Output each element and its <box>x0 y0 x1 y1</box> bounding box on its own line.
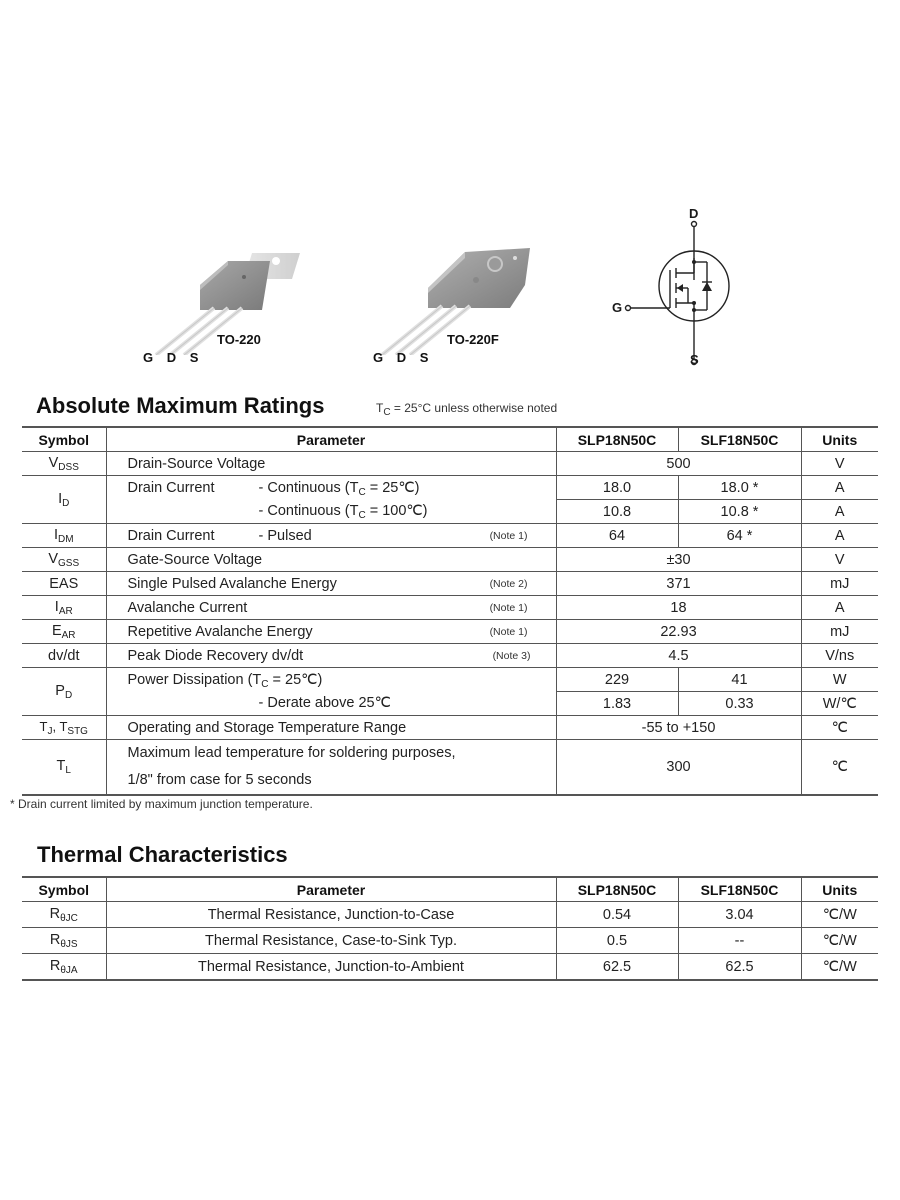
symbol-cell: $T_J$, $T_{STG}$ <box>22 716 106 740</box>
parameter-cell: Maximum lead temperature for soldering purposes, 1/8" from case for 5 seconds <box>106 740 556 796</box>
header-parameter: Parameter <box>106 877 556 902</box>
abs-max-table <box>22 426 878 796</box>
schematic-drain-label: D <box>689 206 699 221</box>
unit-cell: mJ <box>801 620 878 644</box>
mosfet-schematic-symbol <box>610 206 740 370</box>
parameter-cell: Repetitive Avalanche Energy (Note 1) <box>106 620 556 644</box>
value-cell: ±30 <box>556 548 801 572</box>
parameter-cell: Drain Current - Continuous ($T_C$ = 25℃) - Continuous ($T_C$ = 100℃) <box>106 476 556 524</box>
table-row <box>22 452 878 476</box>
table-row <box>22 954 878 981</box>
unit-cell: W/℃ <box>801 692 878 716</box>
unit-cell: V <box>801 452 878 476</box>
condition-symbol: T <box>376 401 384 415</box>
symbol-cell: $R_{\theta JC}$ <box>22 902 106 928</box>
value-cell-slf: 41 <box>678 668 801 692</box>
unit-cell: ℃/W <box>801 928 878 954</box>
parameter-cell: Drain-Source Voltage <box>106 452 556 476</box>
symbol-cell: $E_{AR}$ <box>22 620 106 644</box>
unit-cell: W <box>801 668 878 692</box>
table-row <box>22 902 878 928</box>
condition-subscript: C <box>383 407 391 418</box>
symbol-cell: $I_D$ <box>22 476 106 524</box>
table-row <box>22 740 878 796</box>
package-label-to220: TO-220 <box>217 332 261 347</box>
table-row <box>22 548 878 572</box>
drain-current-footnote: * Drain current limited by maximum junction temperature. <box>10 797 313 811</box>
schematic-gate-label: G <box>612 300 623 315</box>
parameter-cell: Thermal Resistance, Junction-to-Ambient <box>106 954 556 981</box>
symbol-cell: $I_{DM}$ <box>22 524 106 548</box>
thermal-table <box>22 876 878 981</box>
condition-text: = 25°C unless otherwise noted <box>390 401 558 415</box>
unit-cell: A <box>801 596 878 620</box>
value-cell: 300 <box>556 740 801 796</box>
schematic-source-label: S <box>690 352 699 367</box>
symbol-cell: $I_{AR}$ <box>22 596 106 620</box>
parameter-cell: Single Pulsed Avalanche Energy (Note 2) <box>106 572 556 596</box>
parameter-cell: Power Dissipation ($T_C$ = 25℃) - Derate above 25℃ <box>106 668 556 716</box>
value-cell: 4.5 <box>556 644 801 668</box>
table-row <box>22 620 878 644</box>
unit-cell: ℃/W <box>801 902 878 928</box>
value-cell-slp: 0.5 <box>556 928 678 954</box>
value-cell: 500 <box>556 452 801 476</box>
table-row <box>22 716 878 740</box>
note-ref: (Note 3) <box>492 649 531 662</box>
symbol-cell: $V_{DSS}$ <box>22 452 106 476</box>
parameter-cell: Thermal Resistance, Case-to-Sink Typ. <box>106 928 556 954</box>
symbol-cell: $R_{\theta JS}$ <box>22 928 106 954</box>
unit-cell: mJ <box>801 572 878 596</box>
table-header-row <box>22 427 878 452</box>
value-cell: 18 <box>556 596 801 620</box>
value-cell-slf: 64 * <box>678 524 801 548</box>
value-cell-slp: 229 <box>556 668 678 692</box>
thermal-title: Thermal Characteristics <box>37 842 288 867</box>
value-cell-slp: 62.5 <box>556 954 678 981</box>
parameter-cell: Operating and Storage Temperature Range <box>106 716 556 740</box>
value-cell-slf: 0.33 <box>678 692 801 716</box>
value-cell-slp: 10.8 <box>556 500 678 524</box>
value-cell-slf: 10.8 * <box>678 500 801 524</box>
unit-cell: V <box>801 548 878 572</box>
table-row <box>22 572 878 596</box>
value-cell: 371 <box>556 572 801 596</box>
table-row <box>22 476 878 500</box>
abs-max-condition <box>376 401 557 418</box>
parameter-cell: Avalanche Current (Note 1) <box>106 596 556 620</box>
unit-cell: ℃/W <box>801 954 878 981</box>
unit-cell: ℃ <box>801 740 878 796</box>
header-slf18n50c: SLF18N50C <box>678 427 801 452</box>
value-cell-slf: 18.0 * <box>678 476 801 500</box>
parameter-text: Drain Current <box>127 479 215 496</box>
value-cell-slp: 64 <box>556 524 678 548</box>
symbol-cell: $T_L$ <box>22 740 106 796</box>
header-units: Units <box>801 877 878 902</box>
value-cell-slf: -- <box>678 928 801 954</box>
note-ref: (Note 1) <box>489 601 528 614</box>
abs-max-title: Absolute Maximum Ratings <box>36 393 325 418</box>
table-row <box>22 596 878 620</box>
value-cell-slp: 1.83 <box>556 692 678 716</box>
table-row <box>22 668 878 692</box>
header-slp18n50c: SLP18N50C <box>556 427 678 452</box>
unit-cell: A <box>801 500 878 524</box>
symbol-cell: $P_D$ <box>22 668 106 716</box>
header-symbol: Symbol <box>22 427 106 452</box>
unit-cell: V/ns <box>801 644 878 668</box>
parameter-cell: Thermal Resistance, Junction-to-Case <box>106 902 556 928</box>
header-symbol: Symbol <box>22 877 106 902</box>
pin-labels-to220: G D S <box>143 350 204 365</box>
symbol-cell: dv/dt <box>22 644 106 668</box>
parameter-cell: Peak Diode Recovery dv/dt (Note 3) <box>106 644 556 668</box>
note-ref: (Note 1) <box>489 625 528 638</box>
note-ref: (Note 1) <box>489 529 528 542</box>
unit-cell: A <box>801 476 878 500</box>
unit-cell: ℃ <box>801 716 878 740</box>
note-ref: (Note 2) <box>489 577 528 590</box>
parameter-cell: Drain Current - Pulsed (Note 1) <box>106 524 556 548</box>
symbol-cell: $V_{GSS}$ <box>22 548 106 572</box>
table-row <box>22 644 878 668</box>
value-cell: -55 to +150 <box>556 716 801 740</box>
package-label-to220f: TO-220F <box>447 332 499 347</box>
value-cell-slf: 62.5 <box>678 954 801 981</box>
table-row <box>22 928 878 954</box>
header-slf18n50c: SLF18N50C <box>678 877 801 902</box>
header-units: Units <box>801 427 878 452</box>
pin-labels-to220f: G D S <box>373 350 434 365</box>
value-cell-slp: 18.0 <box>556 476 678 500</box>
table-header-row <box>22 877 878 902</box>
header-parameter: Parameter <box>106 427 556 452</box>
symbol-cell: $R_{\theta JA}$ <box>22 954 106 981</box>
value-cell-slp: 0.54 <box>556 902 678 928</box>
value-cell-slf: 3.04 <box>678 902 801 928</box>
value-cell: 22.93 <box>556 620 801 644</box>
symbol-cell: EAS <box>22 572 106 596</box>
header-slp18n50c: SLP18N50C <box>556 877 678 902</box>
unit-cell: A <box>801 524 878 548</box>
parameter-cell: Gate-Source Voltage <box>106 548 556 572</box>
table-row <box>22 524 878 548</box>
